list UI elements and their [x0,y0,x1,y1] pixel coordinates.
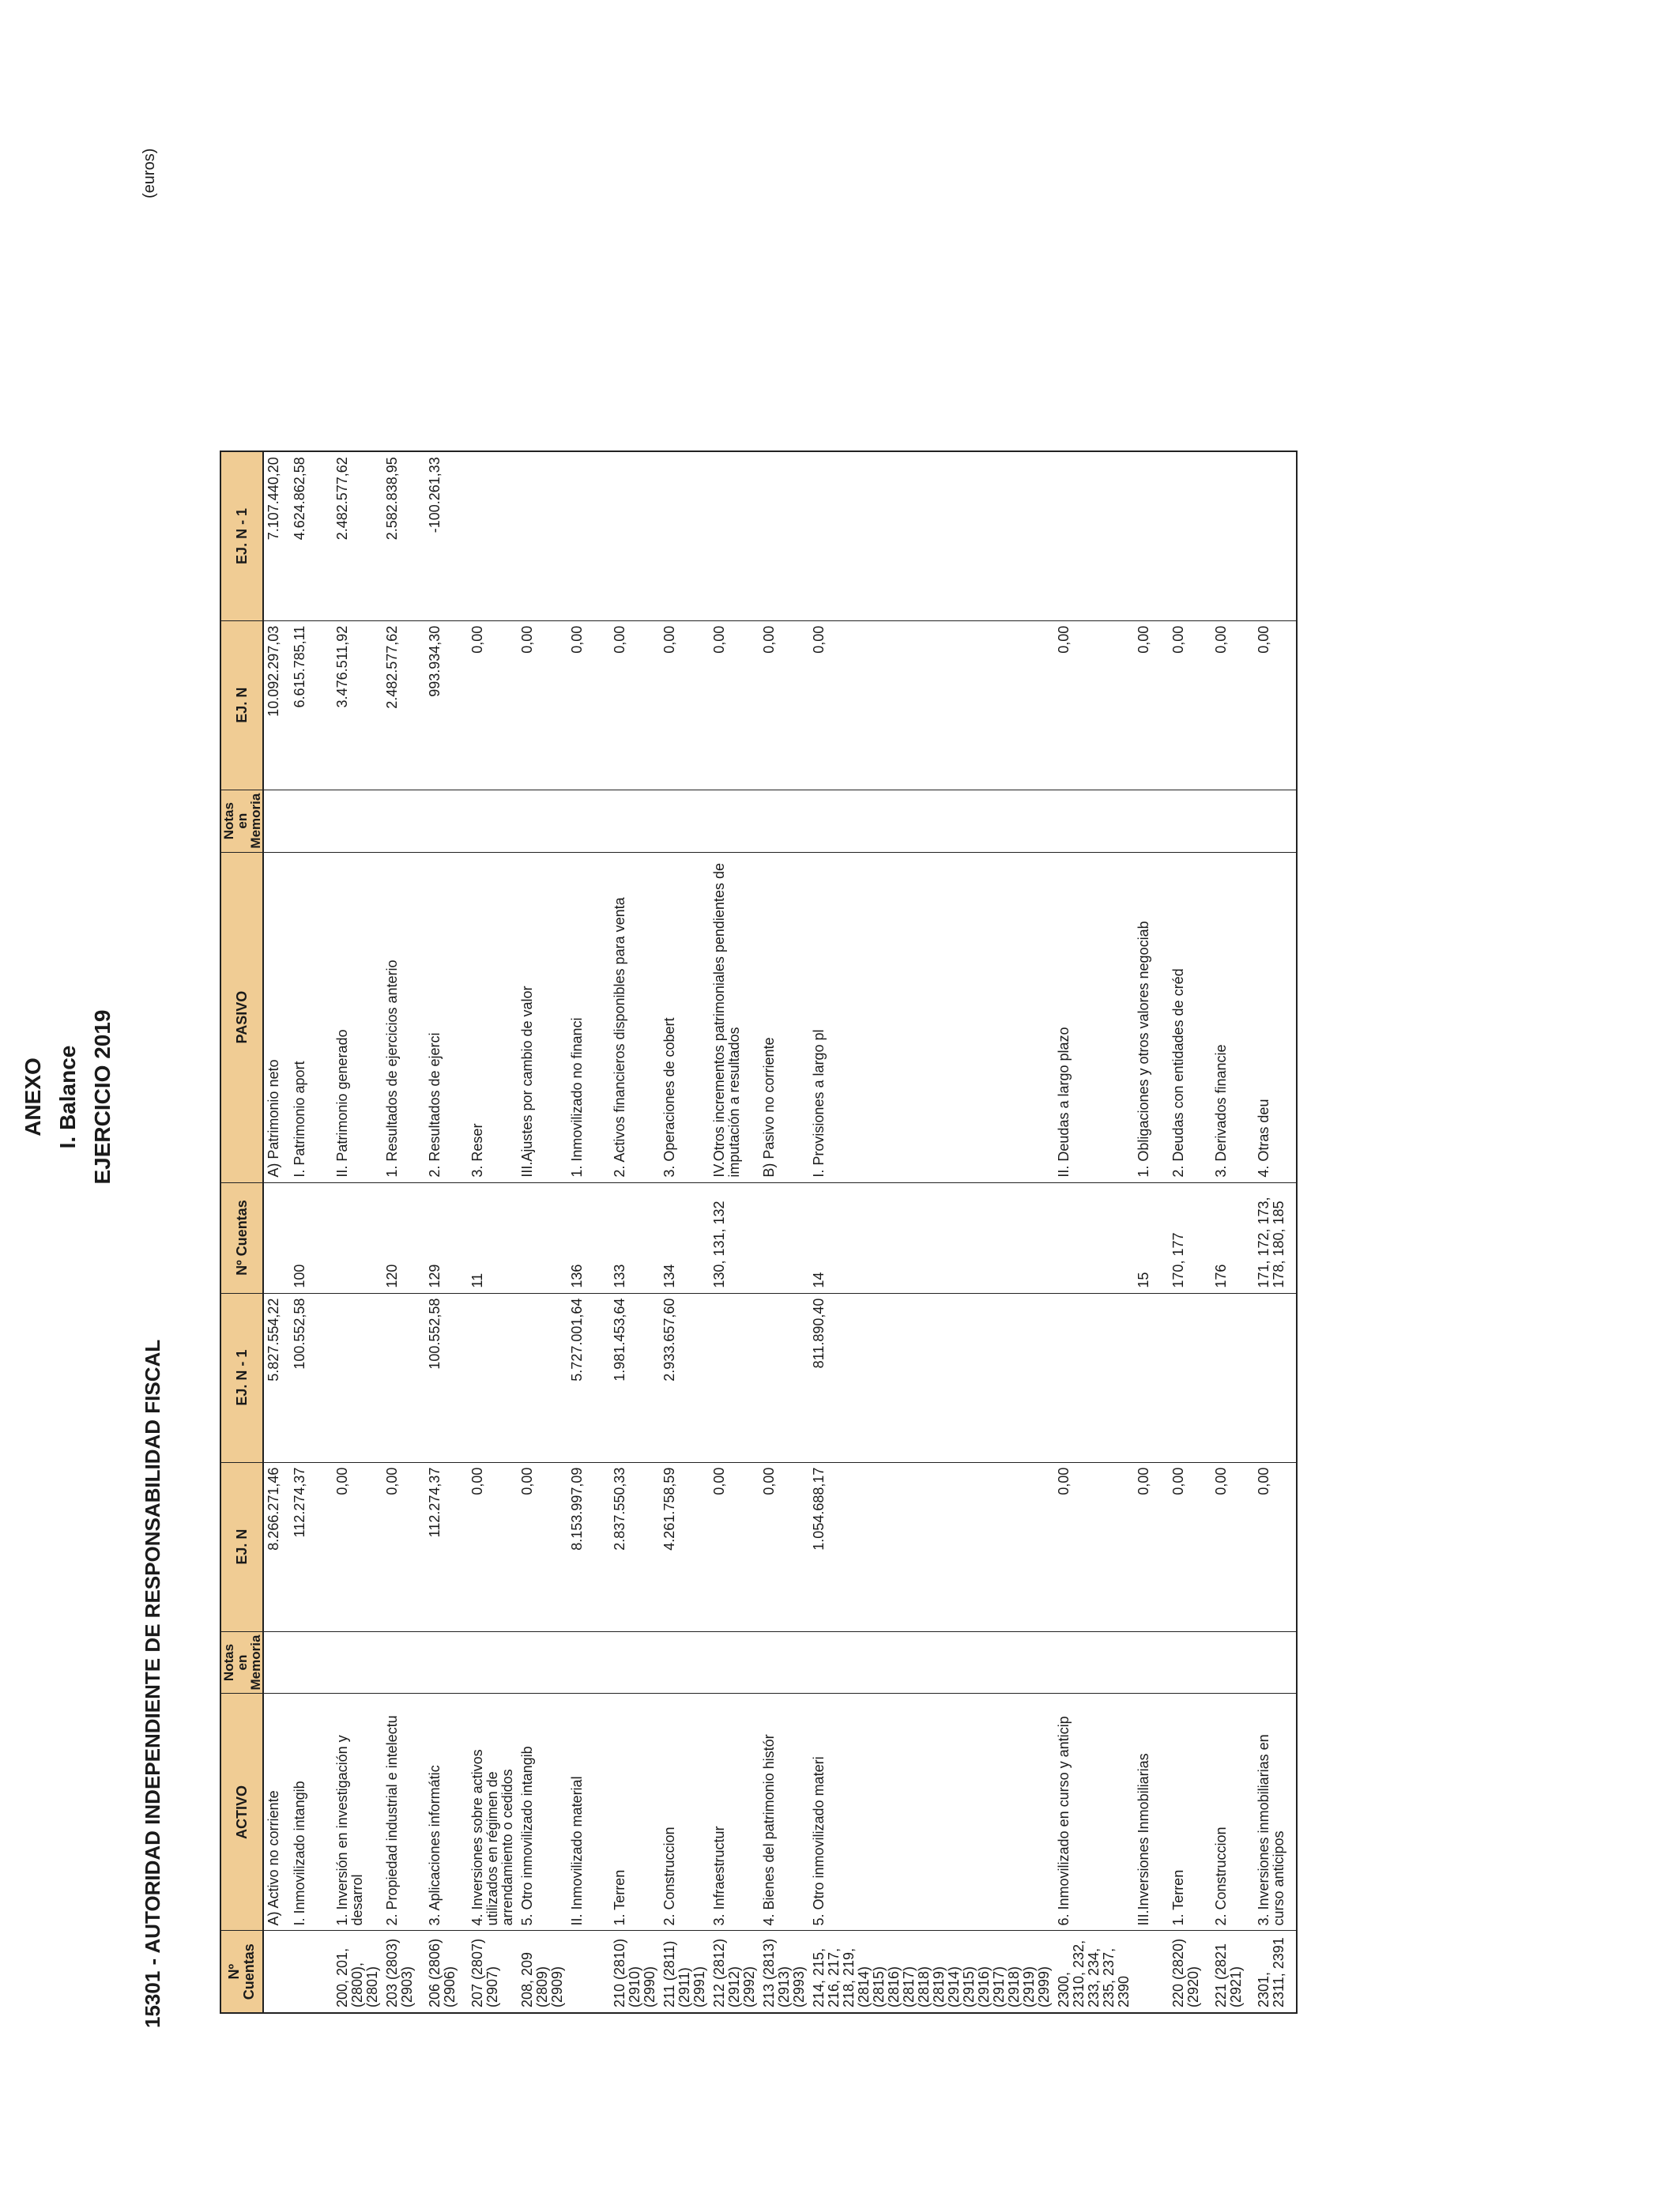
cell-pasivo: 3. Reser [468,852,518,1182]
cell-notas-pasivo [809,790,1054,852]
cell-cuentas: 220 (2820) (2920) [1169,1931,1211,2013]
cell-activo: 2. Construccion [1211,1694,1254,1931]
table-row [1254,451,1297,2013]
cell-pasivo: 2. Activos financieros disponibles para venta [610,852,660,1182]
cell-ejn: 0,00 [518,1462,567,1631]
cell-ejn-pasivo: 0,00 [1134,620,1169,790]
cell-cuentas-pasivo: 100 [290,1182,333,1293]
cell-pasivo: B) Pasivo no corriente [759,852,809,1182]
cell-ejn: 0,00 [333,1462,382,1631]
cell-ejn: 0,00 [1169,1462,1211,1631]
cell-ejn-pasivo: 0,00 [1169,620,1211,790]
cell-cuentas: 211 (2811) (2911) (2991) [660,1931,710,2013]
cell-activo: 1. Inversión en investigación y desarrol [333,1694,382,1931]
cell-ejn1-pasivo: -100.261,33 [425,451,468,620]
table-row [290,451,333,2013]
cell-notas-pasivo [1134,790,1169,852]
cell-pasivo: 2. Deudas con entidades de créd [1169,852,1211,1182]
cell-cuentas-pasivo: 120 [382,1182,425,1293]
cell-ejn-pasivo: 0,00 [809,620,1054,790]
table-row [710,451,759,2013]
col-activo: ACTIVO [220,1694,263,1931]
cell-notas [610,1631,660,1694]
cell-ejn1-pasivo [1211,451,1254,620]
cell-ejn1 [1134,1293,1169,1462]
table-row [1211,451,1254,2013]
col-cuentas-pasivo: Nº Cuentas [220,1182,263,1293]
cell-cuentas: 221 (2821 (2921) [1211,1931,1254,2013]
cell-ejn1: 1.981.453,64 [610,1293,660,1462]
cell-ejn-pasivo: 0,00 [610,620,660,790]
cell-pasivo: 3. Operaciones de cobert [660,852,710,1182]
cell-ejn1-pasivo [759,451,809,620]
cell-cuentas: 210 (2810) (2910) (2990) [610,1931,660,2013]
cell-ejn: 0,00 [710,1462,759,1631]
cell-activo: 6. Inmovilizado en curso y anticip [1054,1694,1134,1931]
cell-ejn1 [1169,1293,1211,1462]
cell-activo: A) Activo no corriente [263,1694,290,1931]
col-ejn: EJ. N [220,1462,263,1631]
cell-notas-pasivo [660,790,710,852]
cell-ejn-pasivo: 6.615.785,11 [290,620,333,790]
cell-ejn1: 5.827.554,22 [263,1293,290,1462]
table-row [1054,451,1134,2013]
cell-notas [333,1631,382,1694]
cell-cuentas: 208, 209 (2809) (2909) [518,1931,567,2013]
cell-ejn: 8.153.997,09 [567,1462,610,1631]
cell-ejn-pasivo: 0,00 [1054,620,1134,790]
cell-pasivo: 1. Obligaciones y otros valores negociab [1134,852,1169,1182]
cell-cuentas: 206 (2806) (2906) [425,1931,468,2013]
cell-ejn1-pasivo [809,451,1054,620]
cell-notas-pasivo [263,790,290,852]
cell-pasivo: IV.Otros incrementos patrimoniales pendientes de imputación a resultados [710,852,759,1182]
cell-ejn-pasivo: 0,00 [660,620,710,790]
col-notas: Notas en Memoria [220,1631,263,1694]
cell-ejn1-pasivo [610,451,660,620]
table-row [809,451,1054,2013]
cell-cuentas-pasivo: 133 [610,1182,660,1293]
cell-notas-pasivo [710,790,759,852]
cell-notas-pasivo [468,790,518,852]
cell-ejn1 [518,1293,567,1462]
cell-cuentas [290,1931,333,2013]
cell-ejn-pasivo: 0,00 [567,620,610,790]
cell-ejn: 0,00 [1254,1462,1297,1631]
cell-ejn1 [468,1293,518,1462]
cell-activo: 3. Infraestructur [710,1694,759,1931]
cell-ejn-pasivo: 993.934,30 [425,620,468,790]
cell-cuentas-pasivo: 130, 131, 132 [710,1182,759,1293]
cell-ejn1 [382,1293,425,1462]
cell-ejn1-pasivo [1254,451,1297,620]
table-row [759,451,809,2013]
cell-cuentas-pasivo: 170, 177 [1169,1182,1211,1293]
table-row [660,451,710,2013]
title-block [16,0,120,2194]
cell-notas-pasivo [1054,790,1134,852]
cell-notas [263,1631,290,1694]
cell-notas [809,1631,1054,1694]
cell-ejn: 112.274,37 [425,1462,468,1631]
cell-cuentas [263,1931,290,2013]
cell-ejn: 0,00 [759,1462,809,1631]
cell-ejn: 0,00 [1134,1462,1169,1631]
cell-ejn-pasivo: 0,00 [710,620,759,790]
cell-ejn1: 100.552,58 [290,1293,333,1462]
cell-ejn1 [1254,1293,1297,1462]
cell-notas-pasivo [333,790,382,852]
cell-activo: 1. Terren [1169,1694,1211,1931]
cell-cuentas: 2301, 2311, 2391 [1254,1931,1297,2013]
cell-notas-pasivo [290,790,333,852]
cell-ejn1: 100.552,58 [425,1293,468,1462]
cell-notas-pasivo [567,790,610,852]
cell-cuentas: 200, 201, (2800), (2801) [333,1931,382,2013]
cell-notas-pasivo [1169,790,1211,852]
table-row [263,451,290,2013]
cell-cuentas [567,1931,610,2013]
table-row [468,451,518,2013]
title-balance: I. Balance [55,1045,80,1149]
cell-activo: 3. Aplicaciones informátic [425,1694,468,1931]
cell-pasivo: I. Provisiones a largo pl [809,852,1054,1182]
cell-activo: 4. Bienes del patrimonio histór [759,1694,809,1931]
cell-notas [567,1631,610,1694]
title-ejercicio: EJERCICIO 2019 [90,1009,115,1185]
cell-ejn1 [1211,1293,1254,1462]
cell-ejn1 [1054,1293,1134,1462]
cell-ejn-pasivo: 3.476.511,92 [333,620,382,790]
cell-ejn1-pasivo: 4.624.862,58 [290,451,333,620]
cell-pasivo: 3. Derivados financie [1211,852,1254,1182]
cell-cuentas-pasivo [333,1182,382,1293]
cell-cuentas-pasivo [759,1182,809,1293]
cell-cuentas-pasivo [263,1182,290,1293]
cell-cuentas-pasivo: 136 [567,1182,610,1293]
cell-notas [1169,1631,1211,1694]
balance-table [220,450,1298,2014]
cell-pasivo: 1. Resultados de ejercicios anterio [382,852,425,1182]
cell-ejn1-pasivo [1054,451,1134,620]
cell-cuentas [1134,1931,1169,2013]
cell-notas-pasivo [1254,790,1297,852]
cell-ejn: 0,00 [382,1462,425,1631]
cell-pasivo: III.Ajustes por cambio de valor [518,852,567,1182]
cell-notas [759,1631,809,1694]
table-row [333,451,382,2013]
cell-notas-pasivo [518,790,567,852]
cell-ejn: 0,00 [1211,1462,1254,1631]
col-ejn1-pasivo: EJ. N - 1 [220,451,263,620]
cell-ejn-pasivo: 0,00 [1254,620,1297,790]
cell-ejn1-pasivo [1169,451,1211,620]
cell-ejn1: 2.933.657,60 [660,1293,710,1462]
cell-activo: II. Inmovilizado material [567,1694,610,1931]
cell-cuentas: 2300, 2310, 232, 233, 234, 235, 237, 2390 [1054,1931,1134,2013]
cell-pasivo: I. Patrimonio aport [290,852,333,1182]
table-row [382,451,425,2013]
table-row [518,451,567,2013]
cell-notas-pasivo [425,790,468,852]
cell-notas [710,1631,759,1694]
cell-cuentas: 212 (2812) (2912) (2992) [710,1931,759,2013]
cell-notas [1134,1631,1169,1694]
cell-notas [290,1631,333,1694]
cell-notas-pasivo [382,790,425,852]
cell-activo: 4. Inversiones sobre activos utilizados en régimen de arrendamiento o cedidos [468,1694,518,1931]
cell-pasivo: A) Patrimonio neto [263,852,290,1182]
cell-activo: 2. Construccion [660,1694,710,1931]
cell-ejn: 1.054.688,17 [809,1462,1054,1631]
cell-ejn-pasivo: 0,00 [518,620,567,790]
cell-notas [468,1631,518,1694]
table-row [1169,451,1211,2013]
cell-ejn: 4.261.758,59 [660,1462,710,1631]
cell-cuentas-pasivo: 134 [660,1182,710,1293]
cell-ejn1-pasivo [567,451,610,620]
cell-pasivo: II. Deudas a largo plazo [1054,852,1134,1182]
col-pasivo: PASIVO [220,852,263,1182]
col-ejn1: EJ. N - 1 [220,1293,263,1462]
cell-pasivo: 1. Inmovilizado no financi [567,852,610,1182]
cell-ejn: 2.837.550,33 [610,1462,660,1631]
table-row [610,451,660,2013]
col-notas-pasivo: Notas en Memoria [220,790,263,852]
cell-cuentas: 207 (2807) (2907) [468,1931,518,2013]
cell-cuentas-pasivo: 14 [809,1182,1054,1293]
cell-ejn1-pasivo [710,451,759,620]
cell-notas [1254,1631,1297,1694]
cell-notas [1054,1631,1134,1694]
cell-notas [425,1631,468,1694]
cell-ejn1-pasivo [1134,451,1169,620]
cell-ejn1-pasivo: 2.582.838,95 [382,451,425,620]
cell-cuentas: 214, 215, 216, 217, 218, 219, (2814) (2815) (2816) (2817) (2818) (2819) (2914) (2915) (2916) (2917) (2918) (2919) (2999) [809,1931,1054,2013]
cell-cuentas-pasivo: 15 [1134,1182,1169,1293]
cell-activo: 3. Inversiones inmobiliarias en curso anticipos [1254,1694,1297,1931]
cell-pasivo: 2. Resultados de ejerci [425,852,468,1182]
cell-notas [382,1631,425,1694]
table-row [567,451,610,2013]
col-cuentas: Nº Cuentas [220,1931,263,2013]
cell-ejn: 112.274,37 [290,1462,333,1631]
header-row [220,451,263,2013]
cell-activo: III.Inversiones Inmobiliarias [1134,1694,1169,1931]
cell-activo: 5. Otro inmovilizado intangib [518,1694,567,1931]
cell-activo: I. Inmovilizado intangib [290,1694,333,1931]
cell-ejn1 [759,1293,809,1462]
cell-ejn-pasivo: 0,00 [468,620,518,790]
cell-ejn1: 5.727.001,64 [567,1293,610,1462]
cell-cuentas-pasivo: 129 [425,1182,468,1293]
cell-cuentas-pasivo: 11 [468,1182,518,1293]
cell-ejn-pasivo: 2.482.577,62 [382,620,425,790]
cell-cuentas-pasivo: 176 [1211,1182,1254,1293]
cell-ejn-pasivo: 0,00 [759,620,809,790]
cell-activo: 2. Propiedad industrial e intelectu [382,1694,425,1931]
units-label: (euros) [141,148,158,198]
cell-ejn: 0,00 [1054,1462,1134,1631]
cell-ejn1: 811.890,40 [809,1293,1054,1462]
cell-notas [518,1631,567,1694]
entity-name: 15301 - AUTORIDAD INDEPENDIENTE DE RESPONSABILIDAD FISCAL [141,1339,164,2028]
cell-notas [660,1631,710,1694]
cell-ejn1-pasivo [468,451,518,620]
cell-ejn1 [710,1293,759,1462]
col-ejn-pasivo: EJ. N [220,620,263,790]
table-row [425,451,468,2013]
cell-cuentas: 203 (2803) (2903) [382,1931,425,2013]
cell-pasivo: 4. Otras deu [1254,852,1297,1182]
cell-cuentas-pasivo: 171, 172, 173, 178, 180, 185 [1254,1182,1297,1293]
cell-notas [1211,1631,1254,1694]
cell-ejn-pasivo: 10.092.297,03 [263,620,290,790]
cell-ejn1-pasivo [518,451,567,620]
cell-notas-pasivo [1211,790,1254,852]
cell-ejn1-pasivo: 2.482.577,62 [333,451,382,620]
cell-ejn1-pasivo: 7.107.440,20 [263,451,290,620]
cell-ejn: 8.266.271,46 [263,1462,290,1631]
cell-ejn: 0,00 [468,1462,518,1631]
cell-ejn-pasivo: 0,00 [1211,620,1254,790]
cell-notas-pasivo [610,790,660,852]
cell-activo: 5. Otro inmovilizado materi [809,1694,1054,1931]
cell-cuentas: 213 (2813) (2913) (2993) [759,1931,809,2013]
cell-cuentas-pasivo [1054,1182,1134,1293]
cell-ejn1-pasivo [660,451,710,620]
cell-activo: 1. Terren [610,1694,660,1931]
cell-ejn1 [333,1293,382,1462]
title-anexo: ANEXO [21,1057,45,1137]
cell-cuentas-pasivo [518,1182,567,1293]
cell-notas-pasivo [759,790,809,852]
cell-pasivo: II. Patrimonio generado [333,852,382,1182]
table-row [1134,451,1169,2013]
